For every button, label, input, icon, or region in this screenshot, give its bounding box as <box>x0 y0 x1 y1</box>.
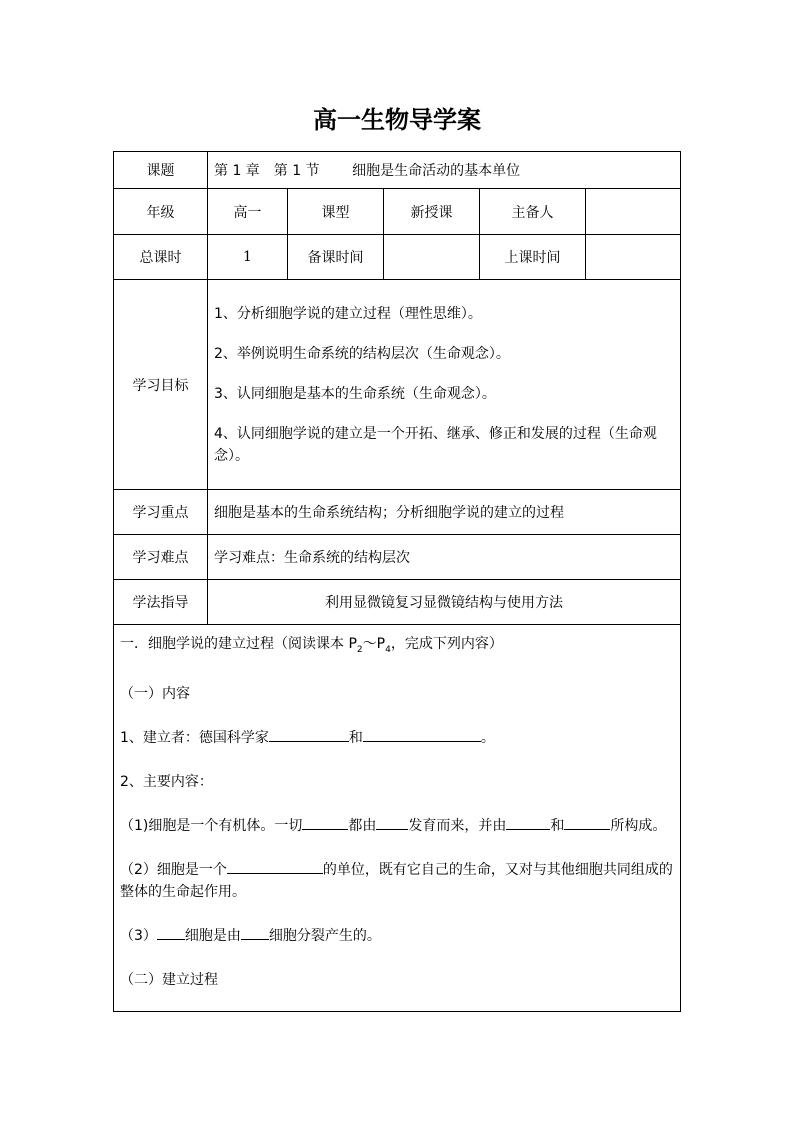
hours-row <box>114 235 681 280</box>
key-points-row <box>114 490 681 535</box>
fill-blank[interactable] <box>564 815 610 830</box>
lesson-plan-table <box>113 151 681 1012</box>
grade-row <box>114 189 681 235</box>
fill-blank[interactable] <box>363 727 481 742</box>
subsection-content: （一）内容 <box>120 685 190 702</box>
method-row <box>114 580 681 625</box>
grade-label: 年级 <box>114 189 208 235</box>
objective-item: 4、认同细胞学说的建立是一个开拓、继承、修正和发展的过程（生命观念）。 <box>214 425 657 464</box>
content-point-1: （1)细胞是一个有机体。一切 都由 发育而来，并由 和 所构成。 <box>120 815 674 837</box>
fill-blank[interactable] <box>302 815 348 830</box>
method-value: 利用显微镜复习显微镜结构与使用方法 <box>208 580 681 625</box>
lesson-type-value: 新授课 <box>384 189 480 235</box>
preparer-value[interactable] <box>586 189 681 235</box>
fill-blank[interactable] <box>376 815 408 830</box>
lesson-type-label: 课型 <box>288 189 384 235</box>
content-point-2: （2）细胞是一个 的单位，既有它自己的生命，又对与其他细胞共同组成的整体的生命起作用。 <box>120 859 674 903</box>
document-title: 高一生物导学案 <box>313 106 481 134</box>
prep-time-value[interactable] <box>384 235 480 280</box>
key-points-value: 细胞是基本的生命系统结构；分析细胞学说的建立的过程 <box>208 490 681 535</box>
objective-item: 3、认同细胞是基本的生命系统（生命观念）。 <box>214 385 496 402</box>
content-row <box>114 625 681 1012</box>
objective-item: 2、举例说明生命系统的结构层次（生命观念）。 <box>214 345 510 362</box>
key-points-label: 学习重点 <box>114 490 208 535</box>
founders-line: 1、建立者：德国科学家 和 。 <box>120 727 674 749</box>
difficulties-row <box>114 535 681 580</box>
method-label: 学法指导 <box>114 580 208 625</box>
objectives-label: 学习目标 <box>114 280 208 490</box>
class-time-label: 上课时间 <box>480 235 586 280</box>
class-time-value[interactable] <box>586 235 681 280</box>
topic-value: 第 1 章 第 1 节 细胞是生命活动的基本单位 <box>208 152 681 189</box>
objectives-row <box>114 280 681 490</box>
difficulties-value: 学习难点：生命系统的结构层次 <box>208 535 681 580</box>
objectives-list <box>208 280 681 490</box>
topic-label: 课题 <box>114 152 208 189</box>
preparer-label: 主备人 <box>480 189 586 235</box>
topic-row <box>114 152 681 189</box>
content-point-3: （3） 细胞是由 细胞分裂产生的。 <box>120 925 674 947</box>
fill-blank[interactable] <box>269 727 349 742</box>
objective-item: 1、分析细胞学说的建立过程（理性思维）。 <box>214 305 482 322</box>
total-hours-label: 总课时 <box>114 235 208 280</box>
fill-blank[interactable] <box>506 815 550 830</box>
prep-time-label: 备课时间 <box>288 235 384 280</box>
total-hours-value: 1 <box>208 235 288 280</box>
grade-value: 高一 <box>208 189 288 235</box>
fill-blank[interactable] <box>241 925 269 940</box>
fill-blank[interactable] <box>157 925 185 940</box>
difficulties-label: 学习难点 <box>114 535 208 580</box>
content-section <box>114 625 681 1012</box>
fill-blank[interactable] <box>227 859 323 874</box>
main-content-heading: 2、主要内容： <box>120 773 213 790</box>
section-heading: 一．细胞学说的建立过程（阅读课本 $P_2\sim P_4$，完成下列内容） <box>120 636 503 655</box>
subsection-process: （二）建立过程 <box>120 971 218 988</box>
